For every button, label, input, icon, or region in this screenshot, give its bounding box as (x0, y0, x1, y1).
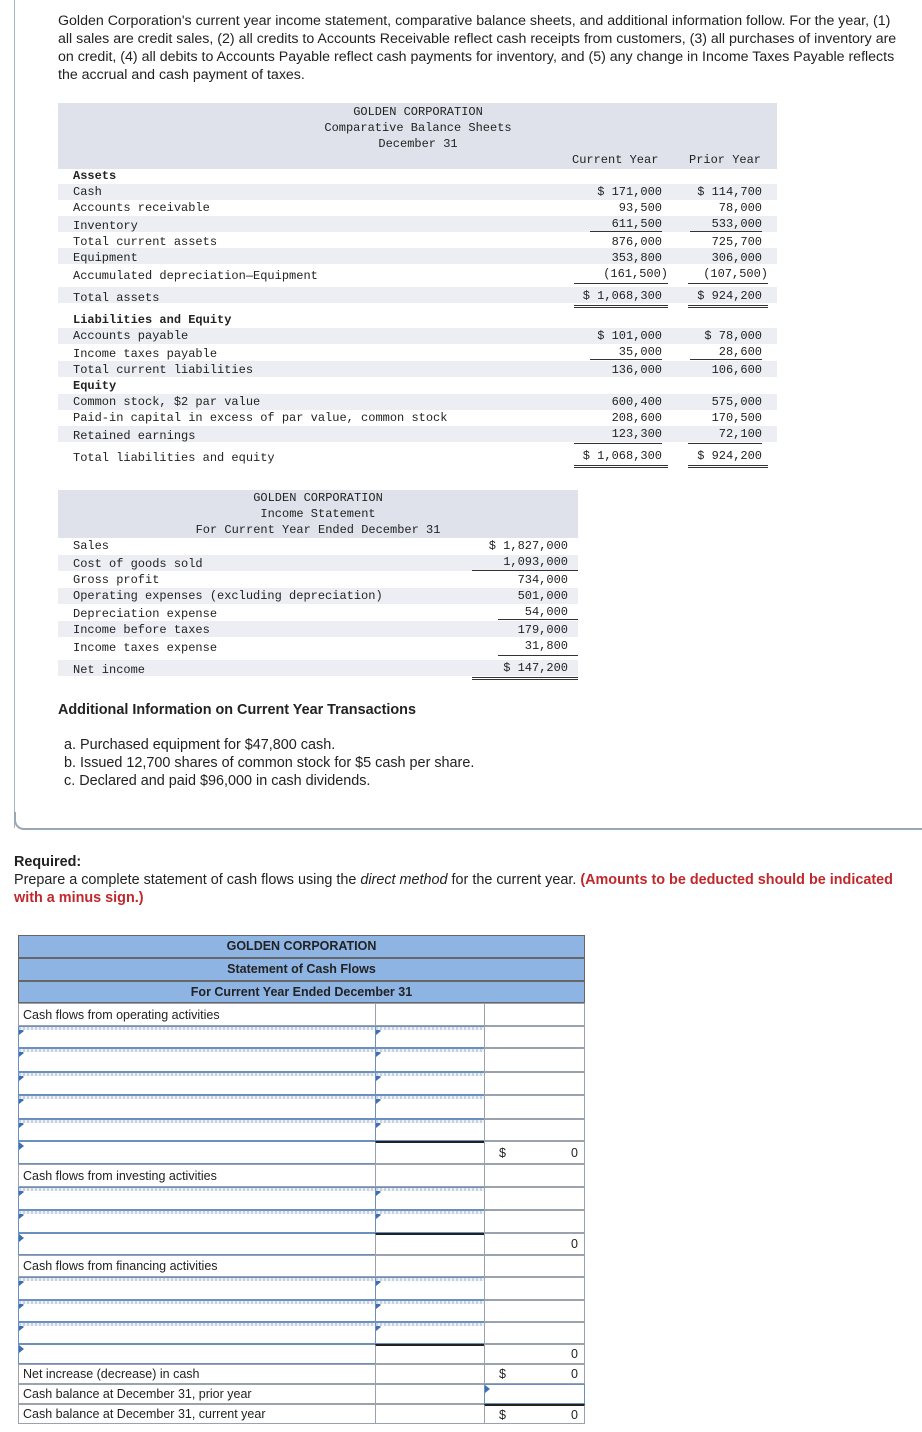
bs-equity-label: Total liabilities and equity (73, 451, 275, 465)
cf-financing-total-value: 0 (571, 1347, 578, 1361)
frame-border (14, 0, 15, 828)
cf-operating-amount-input[interactable] (375, 1072, 485, 1095)
bs-liab-label: Income taxes payable (73, 347, 218, 361)
bs-row-prior: 725,700 (711, 235, 762, 249)
bs-col-prior: Prior Year (689, 153, 762, 167)
cf-investing-total-label-input[interactable] (18, 1233, 376, 1255)
additional-item: b. Issued 12,700 shares of common stock for $5 cash per share. (64, 755, 475, 771)
cf-investing-label-cell (18, 1164, 376, 1187)
bs-row-label: Total current assets (73, 235, 218, 249)
is-period: For Current Year Ended December 31 (195, 523, 441, 537)
is-row-value: $ 147,200 (503, 661, 568, 675)
bs-row-label: Accumulated depreciation—Equipment (73, 269, 318, 283)
bs-row-current: 876,000 (611, 235, 662, 249)
is-row-label: Net income (73, 663, 146, 677)
cf-investing-desc-input[interactable] (18, 1187, 376, 1210)
cf-operating-desc-input[interactable] (18, 1072, 376, 1095)
bs-row-label: Accounts receivable (73, 201, 210, 215)
frame-corner (14, 812, 922, 830)
bs-row-prior: $ 924,200 (697, 289, 762, 303)
cf-net-label-cell (18, 1364, 376, 1384)
required-text-em: direct method (360, 872, 448, 888)
bs-row-current: 353,800 (611, 251, 662, 265)
required-section (14, 853, 904, 907)
is-company: GOLDEN CORPORATION (253, 491, 383, 505)
cf-operating-total (484, 1141, 585, 1164)
cf-financing-desc-input[interactable] (18, 1322, 376, 1344)
bs-row-prior: (107,500) (703, 267, 768, 281)
cf-financing-amount-input[interactable] (375, 1322, 485, 1344)
additional-item: c. Declared and paid $96,000 in cash dividends. (64, 773, 371, 789)
cf-company: GOLDEN CORPORATION (18, 935, 585, 958)
bs-row-current: (161,500) (603, 267, 668, 281)
bs-equity-prior: 72,100 (718, 427, 762, 441)
cf-operating-label: Cash flows from operating activities (23, 1007, 220, 1022)
is-row-label: Sales (73, 539, 110, 553)
bs-row-label: Inventory (73, 219, 138, 233)
bs-row-prior: 533,000 (711, 217, 762, 231)
is-row-label: Operating expenses (excluding depreciation) (73, 589, 383, 603)
required-heading: Required: (14, 854, 82, 870)
is-title: Income Statement (260, 507, 376, 521)
bs-liab-label: Accounts payable (73, 329, 189, 343)
cf-operating-amount-input[interactable] (375, 1119, 485, 1141)
cf-current-label-cell (18, 1404, 376, 1424)
bs-liab-prior: 106,600 (711, 363, 762, 377)
required-text (14, 871, 904, 907)
is-row-value: 501,000 (517, 589, 568, 603)
required-instruction: (Amounts to be deducted should be indicated with a minus sign.) (14, 872, 893, 906)
cf-current-label: Cash balance at December 31, current year (23, 1407, 266, 1421)
cf-investing-label: Cash flows from investing activities (23, 1168, 217, 1183)
cf-financing-total-label-input[interactable] (18, 1344, 376, 1364)
cf-operating-desc-input[interactable] (18, 1095, 376, 1119)
is-row-label: Income taxes expense (73, 641, 218, 655)
bs-row-label: Total assets (73, 291, 160, 305)
bs-liab-label: Total current liabilities (73, 363, 254, 377)
bs-row-label: Equipment (73, 251, 138, 265)
cf-operating-amount-input[interactable] (375, 1026, 485, 1048)
dollar-sign: $ (499, 1407, 506, 1422)
cf-financing-total (484, 1344, 585, 1364)
cf-investing-amount-input[interactable] (375, 1187, 485, 1210)
required-text-post: for the current year. (447, 872, 581, 888)
bs-equity-label: Retained earnings (73, 429, 196, 443)
cf-financing-desc-input[interactable] (18, 1300, 376, 1322)
cf-financing-amount-input[interactable] (375, 1300, 485, 1322)
cf-operating-desc-input[interactable] (18, 1026, 376, 1048)
bs-row-current: $ 171,000 (597, 185, 662, 199)
is-row-value: $ 1,827,000 (488, 539, 568, 553)
cf-prior-label-cell (18, 1384, 376, 1404)
cf-operating-total-value: 0 (571, 1145, 578, 1160)
bs-row-current: 93,500 (618, 201, 662, 215)
cf-operating-amount-input[interactable] (375, 1095, 485, 1119)
is-row-label: Income before taxes (73, 623, 210, 637)
cf-operating-desc-input[interactable] (18, 1119, 376, 1141)
cf-title: Statement of Cash Flows (18, 958, 585, 981)
bs-equity-prior: 170,500 (711, 411, 762, 425)
cf-financing-amount-input[interactable] (375, 1277, 485, 1300)
additional-item: a. Purchased equipment for $47,800 cash. (64, 737, 336, 753)
bs-liab-prior: $ 78,000 (704, 329, 762, 343)
cf-operating-amount-input[interactable] (375, 1048, 485, 1072)
is-row-value: 1,093,000 (503, 555, 568, 569)
bs-equity-label: Paid-in capital in excess of par value, common stock (73, 411, 448, 425)
additional-info-list (64, 736, 474, 790)
bs-equity-prior: 575,000 (711, 395, 762, 409)
is-row-label: Depreciation expense (73, 607, 218, 621)
cf-current-balance (484, 1404, 585, 1424)
cf-net-total (484, 1364, 585, 1384)
bs-liab-prior: 28,600 (718, 345, 762, 359)
bs-equity-current: 208,600 (611, 411, 662, 425)
cf-investing-total-value: 0 (571, 1237, 578, 1251)
is-row-value: 734,000 (517, 573, 568, 587)
cf-operating-label-cell (18, 1003, 376, 1026)
bs-liab-current: 136,000 (611, 363, 662, 377)
cf-operating-total-label-input[interactable] (18, 1141, 376, 1164)
bs-equity-label: Common stock, $2 par value (73, 395, 261, 409)
cf-financing-label: Cash flows from financing activities (23, 1259, 218, 1273)
cf-investing-total (484, 1233, 585, 1255)
cf-net-value: 0 (571, 1367, 578, 1381)
cf-financing-label-cell (18, 1255, 376, 1277)
bs-liab-current: 35,000 (618, 345, 662, 359)
cf-period: For Current Year Ended December 31 (18, 981, 585, 1003)
bs-row-prior: 306,000 (711, 251, 762, 265)
dollar-sign: $ (499, 1145, 506, 1160)
cf-operating-desc-input[interactable] (18, 1048, 376, 1072)
is-row-value: 31,800 (524, 639, 568, 653)
bs-equity-heading: Equity (73, 379, 117, 393)
bs-row-label: Cash (73, 185, 102, 199)
cf-net-label: Net increase (decrease) in cash (23, 1367, 200, 1381)
cf-investing-desc-input[interactable] (18, 1210, 376, 1233)
dollar-sign: $ (499, 1367, 506, 1381)
bs-equity-prior: $ 924,200 (697, 449, 762, 463)
bs-title: Comparative Balance Sheets (324, 121, 512, 135)
bs-row-current: $ 1,068,300 (582, 289, 662, 303)
cf-current-balance-value: 0 (571, 1407, 578, 1422)
is-row-label: Cost of goods sold (73, 557, 203, 571)
is-row-label: Gross profit (73, 573, 160, 587)
bs-equity-current: $ 1,068,300 (582, 449, 662, 463)
bs-row-prior: 78,000 (718, 201, 762, 215)
required-text-pre: Prepare a complete statement of cash flows using the (14, 872, 361, 888)
is-row-value: 179,000 (517, 623, 568, 637)
problem-intro: Golden Corporation's current year income statement, comparative balance sheets, and additional information follow. For the year, (1) all sales are credit sales, (2) all credits to Accounts Receivable reflect cash receipts from customers, (3) all purchases of inventory are on credit, (4) all debits to Accounts Payable reflect cash payments for inventory, and (5) any change in Income Taxes Payable reflects the accrual and cash payment of taxes. (58, 13, 897, 83)
bs-assets-heading: Assets (73, 169, 117, 183)
bs-date: December 31 (378, 137, 458, 151)
is-row-value: 54,000 (524, 605, 568, 619)
bs-row-prior: $ 114,700 (697, 185, 762, 199)
bs-liab-current: $ 101,000 (597, 329, 662, 343)
bs-liab-heading: Liabilities and Equity (73, 313, 232, 327)
bs-equity-current: 123,300 (611, 427, 662, 441)
cf-prior-balance-input[interactable] (484, 1384, 585, 1404)
bs-col-current: Current Year (572, 153, 659, 167)
cf-investing-amount-input[interactable] (375, 1210, 485, 1233)
cf-financing-desc-input[interactable] (18, 1277, 376, 1300)
bs-equity-current: 600,400 (611, 395, 662, 409)
additional-info-title: Additional Information on Current Year Transactions (58, 702, 416, 718)
bs-row-current: 611,500 (611, 217, 662, 231)
cf-prior-label: Cash balance at December 31, prior year (23, 1387, 252, 1401)
bs-company: GOLDEN CORPORATION (353, 105, 483, 119)
